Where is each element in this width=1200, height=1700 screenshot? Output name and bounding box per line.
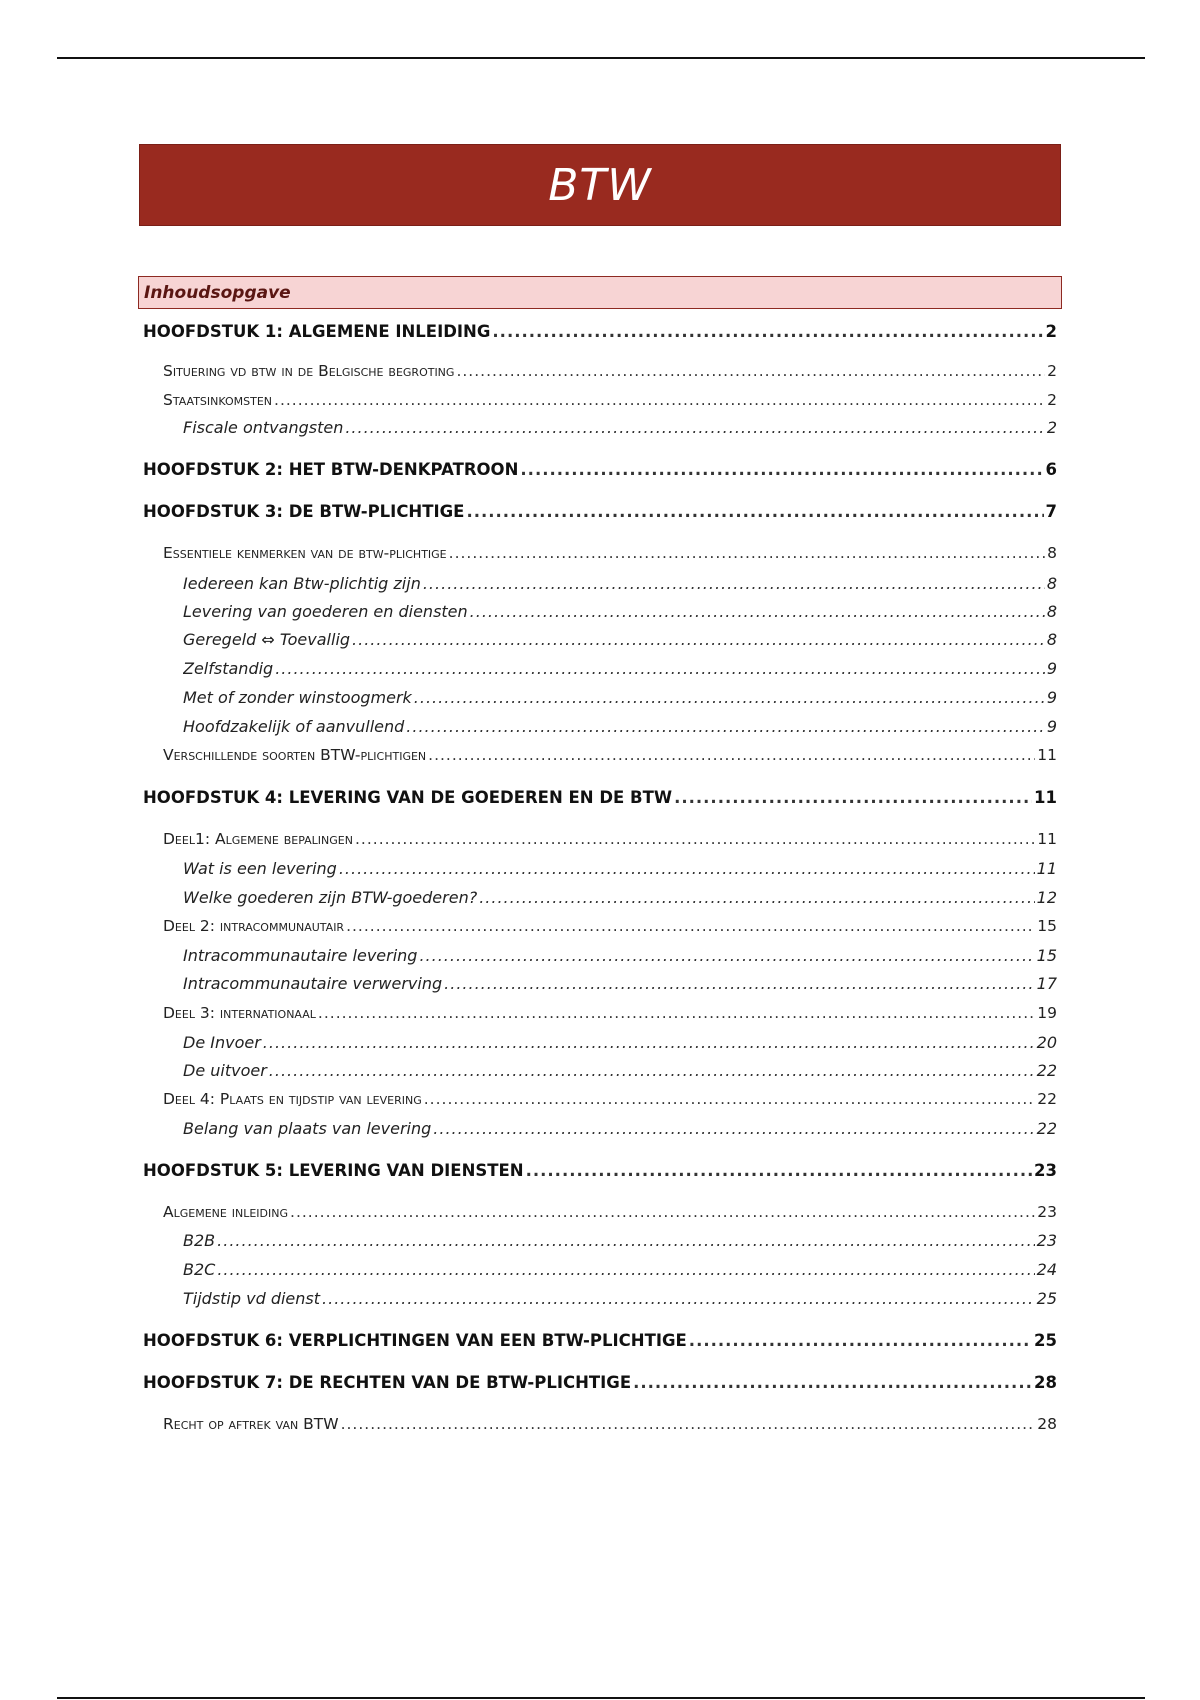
toc-entry-page: 22: [1037, 1090, 1057, 1108]
toc-entry-label: HOOFDSTUK 7: DE RECHTEN VAN DE BTW-PLICHTIGE: [143, 1373, 632, 1392]
toc-entry-page: 9: [1046, 688, 1057, 707]
toc-leader-dots: [217, 1231, 1035, 1250]
toc-entry-page: 2: [1045, 322, 1057, 341]
toc-entry-page: 15: [1037, 917, 1057, 935]
toc-leader-dots: [322, 1289, 1035, 1308]
toc-entry-page: 19: [1037, 1004, 1057, 1022]
toc-leader-dots: [290, 1203, 1035, 1221]
toc-entry-page: 2: [1047, 391, 1057, 409]
toc-leader-dots: [456, 362, 1045, 380]
toc-entry-page: 11: [1037, 830, 1057, 848]
toc-entry-label: Iedereen kan Btw-plichtig zijn: [183, 574, 421, 593]
toc-entry-page: 25: [1036, 1289, 1057, 1308]
toc-entry-page: 7: [1045, 502, 1057, 521]
toc-leader-dots: [466, 502, 1043, 521]
footer-rule: [57, 1697, 1145, 1699]
toc-entry-label: Intracommunautaire verwerving: [183, 974, 443, 993]
toc-entry-label: B2C: [183, 1260, 216, 1279]
toc-entry-label: HOOFDSTUK 1: ALGEMENE INLEIDING: [143, 322, 491, 341]
toc-leader-dots: [263, 1033, 1035, 1052]
toc-heading-box: [138, 276, 1062, 309]
toc-entry[interactable]: [163, 830, 1057, 848]
toc-entry[interactable]: [143, 322, 1057, 341]
toc-leader-dots: [352, 630, 1045, 649]
toc-entry-label: Hoofdzakelijk of aanvullend: [183, 717, 405, 736]
toc-leader-dots: [341, 1415, 1036, 1433]
toc-entry-page: 9: [1046, 659, 1057, 678]
toc-entry[interactable]: [143, 502, 1057, 521]
toc-leader-dots: [423, 574, 1045, 593]
toc-entry-page: 22: [1036, 1061, 1057, 1080]
toc-entry-label: Staatsinkomsten: [163, 391, 273, 409]
toc-leader-dots: [406, 717, 1045, 736]
toc-leader-dots: [318, 1004, 1035, 1022]
toc-entry[interactable]: [183, 418, 1057, 437]
toc-leader-dots: [345, 418, 1044, 437]
toc-entry[interactable]: [163, 917, 1057, 935]
toc-leader-dots: [433, 1119, 1034, 1138]
toc-entry[interactable]: [183, 1231, 1057, 1250]
toc-entry-page: 11: [1034, 788, 1057, 807]
toc-leader-dots: [269, 1061, 1035, 1080]
toc-entry-page: 6: [1045, 460, 1057, 479]
toc-leader-dots: [339, 859, 1035, 878]
toc-entry[interactable]: [143, 1331, 1057, 1350]
toc-entry-label: Wat is een levering: [183, 859, 337, 878]
toc-entry-page: 23: [1034, 1161, 1057, 1180]
toc-entry-label: HOOFDSTUK 5: LEVERING VAN DIENSTEN: [143, 1161, 524, 1180]
toc-entry-page: 25: [1034, 1331, 1057, 1350]
toc-entry-label: Zelfstandig: [183, 659, 274, 678]
toc-entry[interactable]: [163, 1415, 1057, 1433]
toc-leader-dots: [526, 1161, 1032, 1180]
toc-entry-label: HOOFDSTUK 6: VERPLICHTINGEN VAN EEN BTW-PLICHTIGE: [143, 1331, 687, 1350]
toc-leader-dots: [470, 602, 1045, 621]
toc-leader-dots: [479, 888, 1034, 907]
toc-entry-page: 28: [1034, 1373, 1057, 1392]
toc-entry-label: Deel1: Algemene bepalingen: [163, 830, 353, 848]
toc-entry[interactable]: [163, 362, 1057, 380]
toc-entry[interactable]: [183, 1260, 1057, 1279]
toc-entry-label: Intracommunautaire levering: [183, 946, 418, 965]
toc-entry-page: 2: [1046, 418, 1057, 437]
toc-entry-page: 12: [1036, 888, 1057, 907]
toc-entry[interactable]: [183, 1061, 1057, 1080]
toc-entry[interactable]: [183, 859, 1057, 878]
toc-entry-label: HOOFDSTUK 2: HET BTW-DENKPATROON: [143, 460, 519, 479]
toc-entry[interactable]: [183, 1289, 1057, 1308]
toc-entry-label: Situering vd btw in de Belgische begroting: [163, 362, 455, 380]
toc-entry-page: 11: [1036, 859, 1057, 878]
toc-entry-page: 24: [1036, 1260, 1057, 1279]
toc-leader-dots: [419, 946, 1034, 965]
toc-entry[interactable]: [183, 946, 1057, 965]
toc-entry-page: 2: [1047, 362, 1057, 380]
toc-entry[interactable]: [143, 788, 1057, 807]
title-banner: [139, 144, 1061, 226]
toc-entry[interactable]: [163, 1203, 1057, 1221]
toc-leader-dots: [674, 788, 1032, 807]
toc-entry-label: HOOFDSTUK 4: LEVERING VAN DE GOEDEREN EN DE BTW: [143, 788, 673, 807]
toc-entry[interactable]: [183, 717, 1057, 736]
toc-leader-dots: [355, 830, 1035, 848]
toc-entry-page: 8: [1046, 630, 1057, 649]
toc-entry-label: Essentiele kenmerken van de btw-plichtige: [163, 544, 447, 562]
toc-leader-dots: [274, 391, 1045, 409]
toc-entry-label: Deel 3: internationaal: [163, 1004, 316, 1022]
toc-heading: Inhoudsopgave: [144, 282, 291, 303]
toc-entry-label: De Invoer: [183, 1033, 261, 1052]
toc-entry[interactable]: [163, 1004, 1057, 1022]
toc-entry-label: Geregeld ⇔ Toevallig: [183, 630, 351, 649]
toc-entry-label: Levering van goederen en diensten: [183, 602, 468, 621]
toc-entry[interactable]: [183, 630, 1057, 649]
toc-entry[interactable]: [183, 1119, 1057, 1138]
toc-entry[interactable]: [183, 974, 1057, 993]
toc-entry-label: De uitvoer: [183, 1061, 267, 1080]
toc-entry-page: 22: [1036, 1119, 1057, 1138]
toc-leader-dots: [444, 974, 1035, 993]
toc-leader-dots: [689, 1331, 1032, 1350]
toc-entry-label: Deel 4: Plaats en tijdstip van levering: [163, 1090, 422, 1108]
toc-entry-label: B2B: [183, 1231, 216, 1250]
toc-leader-dots: [346, 917, 1035, 935]
toc-entry[interactable]: [163, 1090, 1057, 1108]
toc-entry-label: Belang van plaats van levering: [183, 1119, 432, 1138]
toc-entry[interactable]: [143, 1161, 1057, 1180]
toc-entry[interactable]: [183, 574, 1057, 593]
toc-entry-label: Met of zonder winstoogmerk: [183, 688, 412, 707]
toc-entry-label: Algemene inleiding: [163, 1203, 289, 1221]
toc-entry[interactable]: [183, 688, 1057, 707]
toc-entry-label: Tijdstip vd dienst: [183, 1289, 321, 1308]
toc-entry-page: 20: [1036, 1033, 1057, 1052]
toc-entry-label: Deel 2: intracommunautair: [163, 917, 345, 935]
toc-entry[interactable]: [183, 602, 1057, 621]
toc-leader-dots: [414, 688, 1045, 707]
toc-leader-dots: [520, 460, 1043, 479]
toc-entry-page: 8: [1046, 574, 1057, 593]
toc-leader-dots: [492, 322, 1043, 341]
toc-entry-label: Fiscale ontvangsten: [183, 418, 344, 437]
toc-leader-dots: [424, 1090, 1036, 1108]
toc-leader-dots: [217, 1260, 1034, 1279]
toc-leader-dots: [633, 1373, 1032, 1392]
toc-entry-label: Verschillende soorten BTW-plichtigen: [163, 746, 427, 764]
toc-entry-page: 23: [1036, 1231, 1057, 1250]
toc-entry-page: 23: [1037, 1203, 1057, 1221]
toc-entry[interactable]: [183, 888, 1057, 907]
toc-entry-page: 8: [1047, 544, 1057, 562]
toc-leader-dots: [275, 659, 1045, 678]
toc-entry-page: 9: [1046, 717, 1057, 736]
toc-entry-page: 15: [1036, 946, 1057, 965]
toc-entry-label: HOOFDSTUK 3: DE BTW-PLICHTIGE: [143, 502, 465, 521]
toc-entry[interactable]: [163, 544, 1057, 562]
toc-entry[interactable]: [163, 391, 1057, 409]
toc-entry-page: 28: [1037, 1415, 1057, 1433]
toc-entry[interactable]: [183, 659, 1057, 678]
toc-entry[interactable]: [163, 746, 1057, 764]
toc-leader-dots: [428, 746, 1035, 764]
toc-entry[interactable]: [143, 460, 1057, 479]
toc-entry-label: Recht op aftrek van BTW: [163, 1415, 339, 1433]
toc-entry[interactable]: [183, 1033, 1057, 1052]
toc-leader-dots: [449, 544, 1045, 562]
toc-entry-page: 11: [1037, 746, 1057, 764]
toc-entry-page: 17: [1036, 974, 1057, 993]
document-title: BTW: [548, 159, 652, 211]
toc-entry-label: Welke goederen zijn BTW-goederen?: [183, 888, 478, 907]
toc-entry-page: 8: [1046, 602, 1057, 621]
header-rule: [57, 57, 1145, 59]
toc-entry[interactable]: [143, 1373, 1057, 1392]
